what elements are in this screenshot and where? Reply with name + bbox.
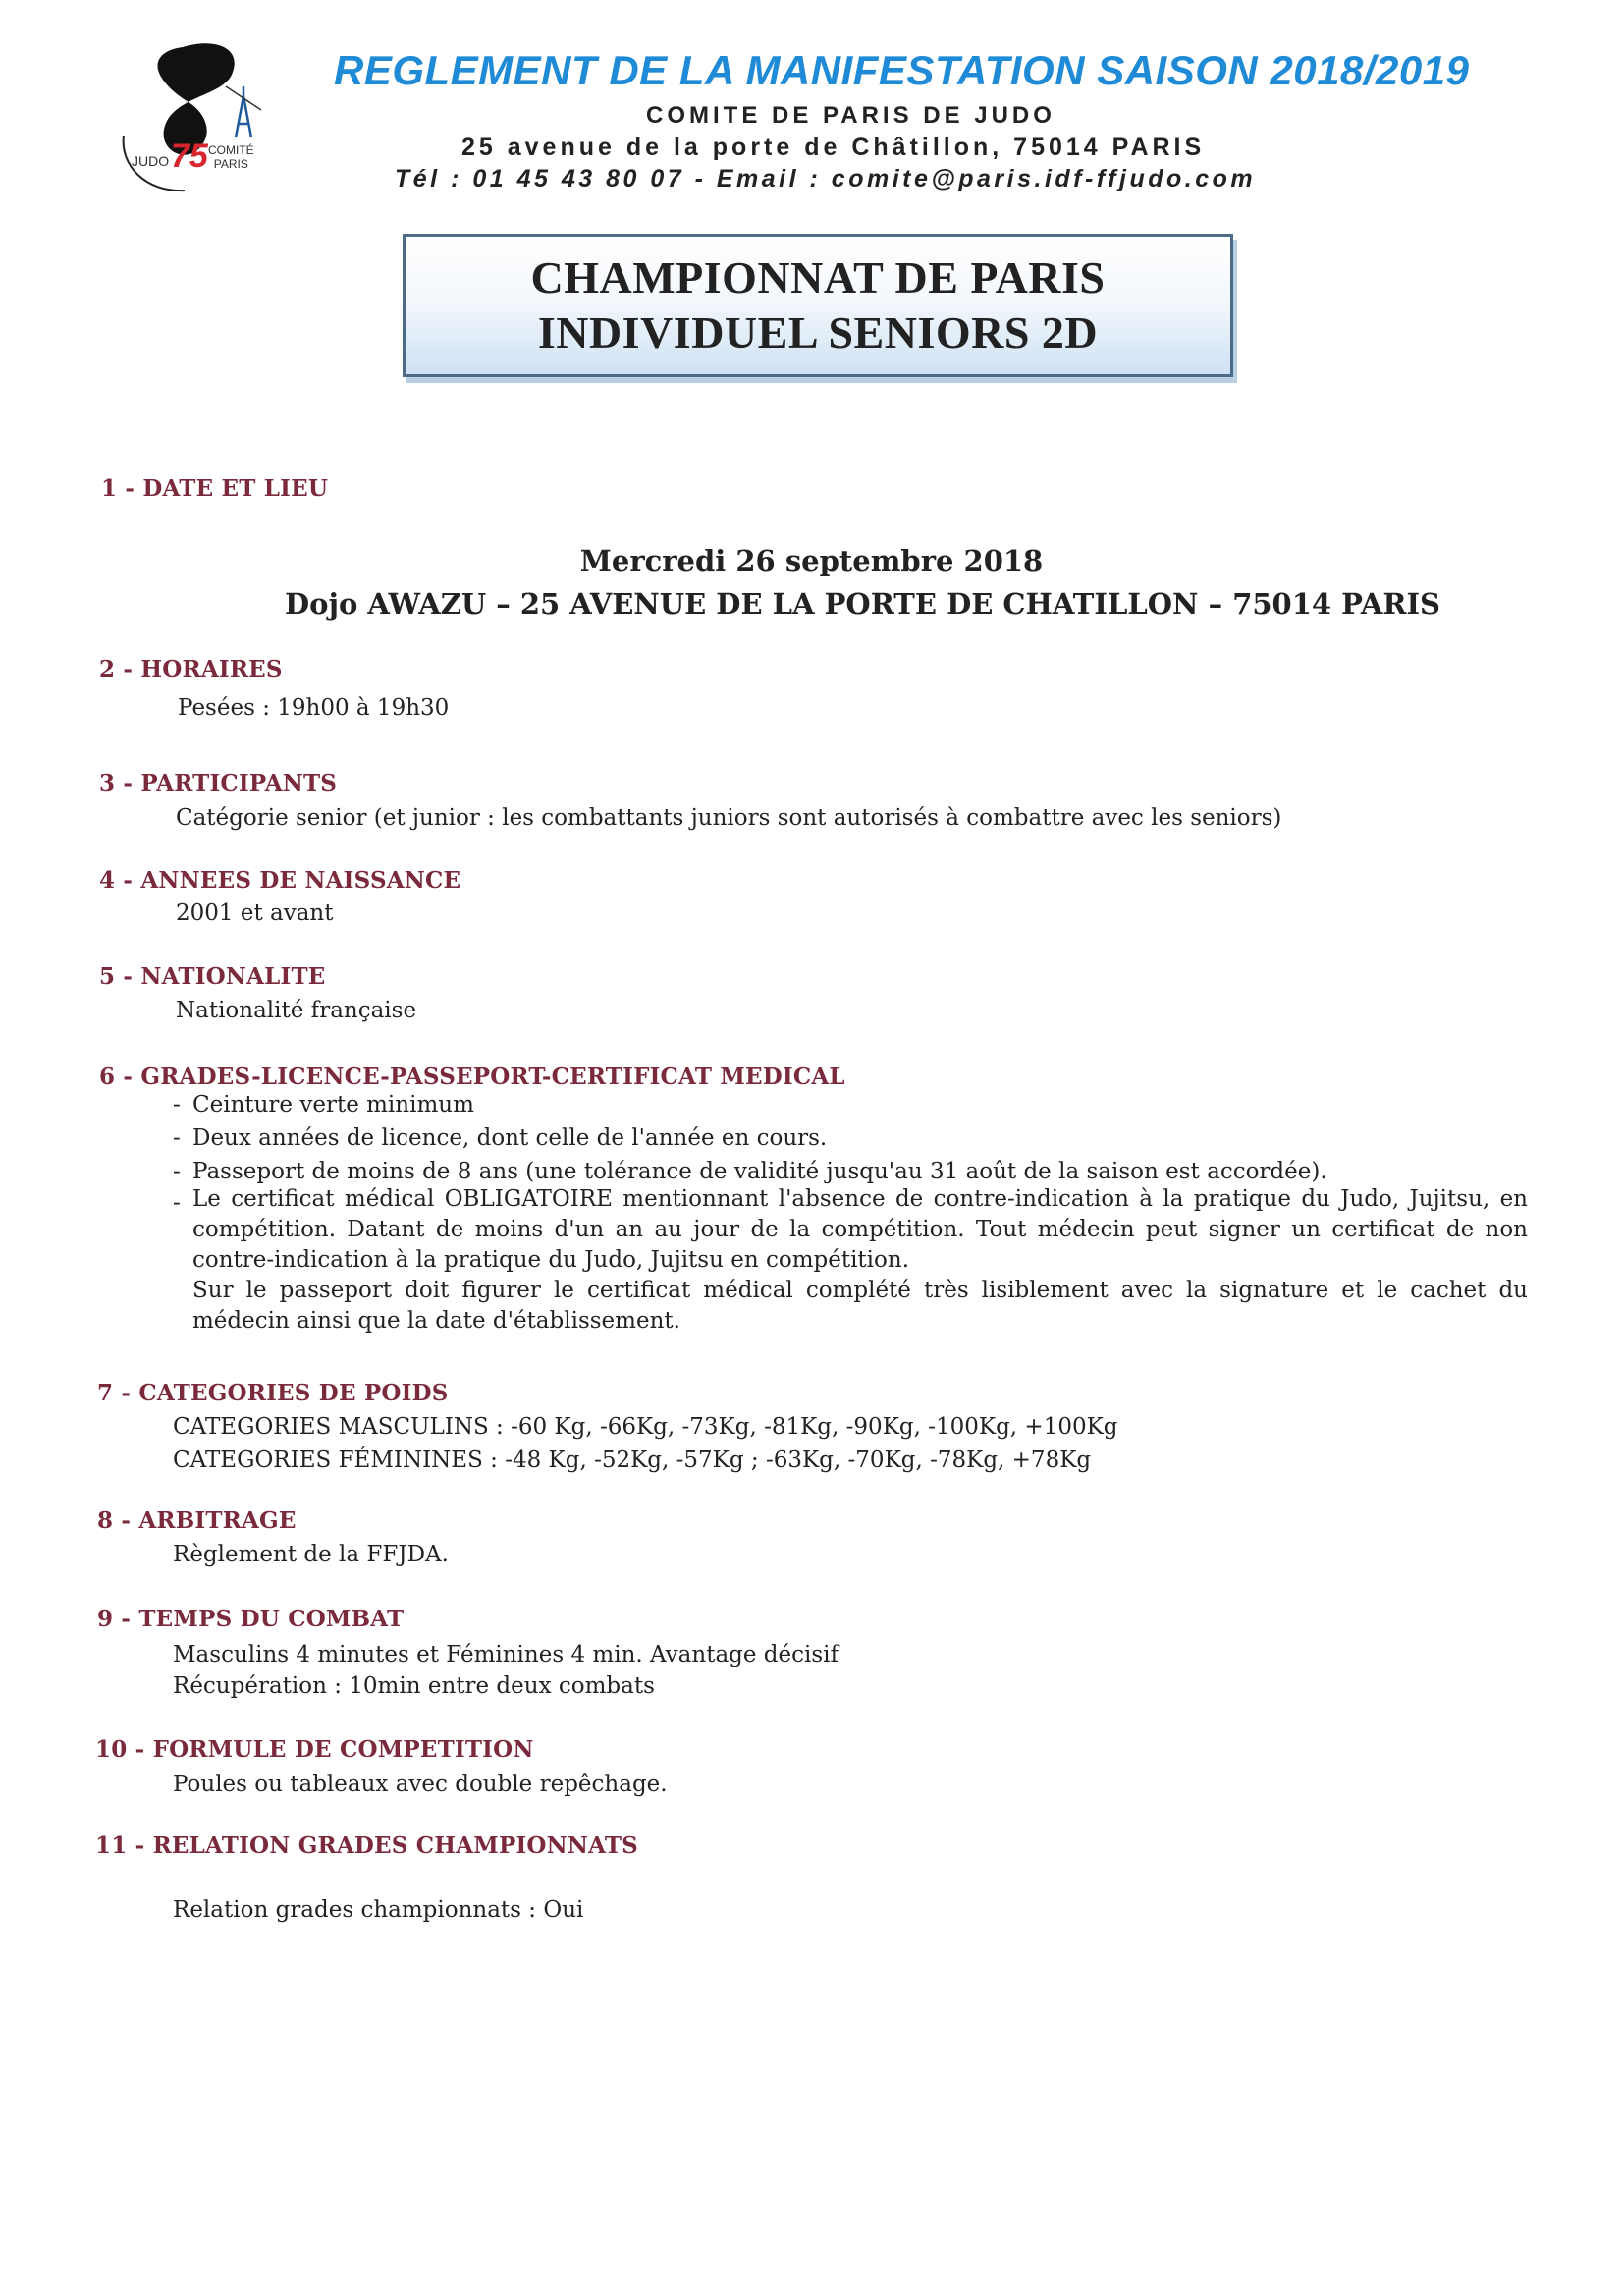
- logo-judo-text: JUDO: [132, 153, 170, 169]
- section-10-title: 10 - FORMULE DE COMPETITION: [95, 1736, 534, 1763]
- recovery-time-text: Récupération : 10min entre deux combats: [173, 1673, 655, 1699]
- birth-years-text: 2001 et avant: [176, 901, 334, 926]
- header-organization: COMITE DE PARIS DE JUDO: [646, 102, 1055, 129]
- medical-certificate-block: [192, 1184, 1528, 1337]
- section-5-title: 5 - NATIONALITE: [99, 963, 326, 990]
- logo-comite-word: COMITÉ: [208, 143, 254, 157]
- grade-item-1: Ceinture verte minimum: [192, 1092, 474, 1118]
- header-contact: Tél : 01 45 43 80 07 - Email : comite@paris.idf-ffjudo.com: [395, 165, 1257, 192]
- section-3-title: 3 - PARTICIPANTS: [99, 770, 338, 796]
- logo-paris-word: PARIS: [213, 157, 248, 171]
- comite-logo: [106, 27, 273, 194]
- list-bullet: -: [173, 1125, 181, 1151]
- section-11-title: 11 - RELATION GRADES CHAMPIONNATS: [95, 1832, 638, 1859]
- weigh-in-times: Pesées : 19h00 à 19h30: [178, 695, 450, 721]
- section-8-title: 8 - ARBITRAGE: [97, 1507, 297, 1534]
- list-bullet: -: [173, 1190, 181, 1216]
- event-date: Mercredi 26 septembre 2018: [579, 544, 1044, 577]
- participants-text: Catégorie senior (et junior : les combattants juniors sont autorisés à combattre avec les seniors): [176, 805, 1282, 831]
- female-weight-categories: CATEGORIES FÉMININES : -48 Kg, -52Kg, -57Kg ; -63Kg, -70Kg, -78Kg, +78Kg: [173, 1448, 1092, 1473]
- grade-item-3: Passeport de moins de 8 ans (une tolérance de validité jusqu'au 31 août de la saison est accordée).: [192, 1159, 1327, 1184]
- section-1-title: 1 - DATE ET LIEU: [101, 475, 329, 502]
- event-place: Dojo AWAZU – 25 AVENUE DE LA PORTE DE CHATILLON – 75014 PARIS: [285, 587, 1440, 621]
- nationality-text: Nationalité française: [176, 998, 417, 1023]
- grade-relation-text: Relation grades championnats : Oui: [173, 1897, 584, 1923]
- section-9-title: 9 - TEMPS DU COMBAT: [97, 1606, 405, 1632]
- championship-title-line1: CHAMPIONNAT DE PARIS: [530, 252, 1106, 302]
- fight-duration-text: Masculins 4 minutes et Féminines 4 min. Avantage décisif: [173, 1642, 839, 1667]
- grade-item-4-continuation: Sur le passeport doit figurer le certificat médical complété très lisiblement avec la signature et le cachet du médecin ainsi que la date d'établissement.: [192, 1278, 1528, 1334]
- section-7-title: 7 - CATEGORIES DE POIDS: [97, 1380, 449, 1406]
- section-4-title: 4 - ANNEES DE NAISSANCE: [99, 867, 461, 894]
- section-2-title: 2 - HORAIRES: [99, 656, 283, 683]
- logo-number-text: 75: [171, 137, 208, 175]
- refereeing-text: Règlement de la FFJDA.: [173, 1542, 449, 1567]
- list-bullet: -: [173, 1092, 181, 1118]
- championship-title-line2: INDIVIDUEL SENIORS 2D: [537, 307, 1099, 357]
- logo-comite-text: [208, 143, 254, 171]
- competition-format-text: Poules ou tableaux avec double repêchage.: [173, 1772, 668, 1797]
- male-weight-categories: CATEGORIES MASCULINS : -60 Kg, -66Kg, -73Kg, -81Kg, -90Kg, -100Kg, +100Kg: [173, 1414, 1118, 1440]
- grade-item-2: Deux années de licence, dont celle de l'année en cours.: [192, 1125, 828, 1151]
- championship-title-box: [403, 234, 1233, 377]
- section-6-title: 6 - GRADES-LICENCE-PASSEPORT-CERTIFICAT MEDICAL: [99, 1064, 845, 1090]
- list-bullet: -: [173, 1159, 181, 1184]
- header-address: 25 avenue de la porte de Châtillon, 75014 PARIS: [461, 134, 1206, 161]
- header-title: REGLEMENT DE LA MANIFESTATION SAISON 2018/2019: [334, 47, 1470, 93]
- grade-item-4: Le certificat médical OBLIGATOIRE mentionnant l'absence de contre-indication à la pratique du Judo, Jujitsu, en compétition. Datant de moins d'un an au jour de la compétition. Tout médecin peut signer un certificat de non contre-indication à la pratique du Judo, Jujitsu en compétition.: [192, 1186, 1528, 1273]
